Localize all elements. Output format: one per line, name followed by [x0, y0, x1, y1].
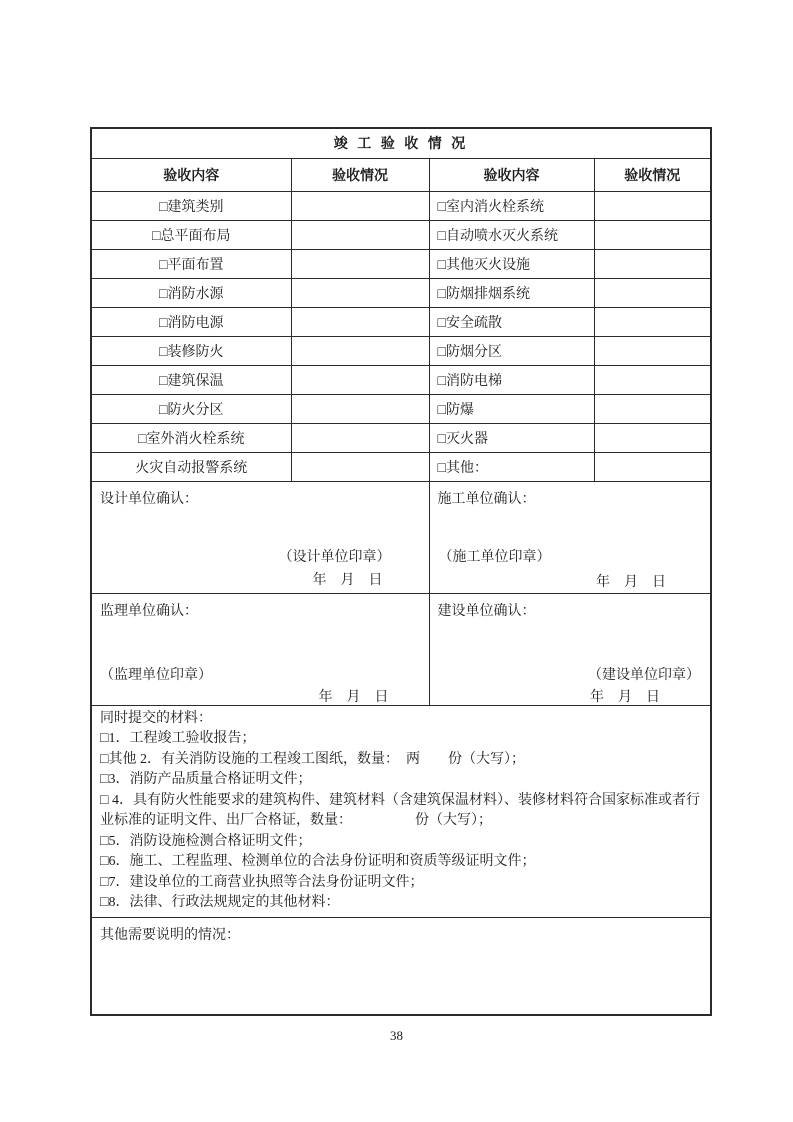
- material-item-8: □8．法律、行政法规规定的其他材料：: [100, 895, 340, 910]
- acceptance-item-left: □建筑类别: [91, 191, 291, 220]
- construction-unit-date-line: 年 月 日: [596, 574, 666, 590]
- acceptance-status-right: [594, 394, 711, 423]
- column-header-item-right: 验收内容: [429, 158, 594, 191]
- column-header-status-right: 验收情况: [594, 158, 711, 191]
- acceptance-status-right: [594, 365, 711, 394]
- supervision-unit-signature-cell: [91, 593, 429, 705]
- material-item-5: □5．消防设施检测合格证明文件；: [100, 833, 312, 849]
- table-row: [91, 394, 711, 423]
- acceptance-item-left: □室外消火栓系统: [91, 423, 291, 452]
- table-row: [91, 423, 711, 452]
- materials-heading: 同时提交的材料：: [100, 710, 212, 726]
- supervision-unit-seal-placeholder: （监理单位印章）: [100, 667, 212, 683]
- acceptance-item-left: □装修防火: [91, 336, 291, 365]
- acceptance-item-right: □灭火器: [429, 423, 594, 452]
- acceptance-item-left: □建筑保温: [91, 365, 291, 394]
- signature-row-top: [91, 481, 711, 593]
- table-row: [91, 336, 711, 365]
- material-item-7: □7．建设单位的工商营业执照等合法身份证明文件；: [100, 874, 424, 890]
- acceptance-item-left: □平面布置: [91, 249, 291, 278]
- acceptance-status-left: [291, 394, 429, 423]
- material-item-6: □6．施工、工程监理、检测单位的合法身份证明和资质等级证明文件；: [100, 854, 536, 869]
- acceptance-status-right: [594, 220, 711, 249]
- table-row: [91, 249, 711, 278]
- materials-row: [91, 705, 711, 917]
- acceptance-status-left: [291, 452, 429, 481]
- design-unit-signature-cell: [91, 481, 429, 593]
- table-row: [91, 452, 711, 481]
- design-unit-seal-placeholder: （设计单位印章）: [278, 549, 391, 565]
- acceptance-item-right: □安全疏散: [429, 307, 594, 336]
- owner-unit-signature-cell: [429, 593, 711, 705]
- acceptance-status-right: [594, 249, 711, 278]
- acceptance-item-right: □防烟排烟系统: [429, 278, 594, 307]
- acceptance-item-left: □消防电源: [91, 307, 291, 336]
- other-notes-section: [91, 917, 711, 1015]
- table-title: 竣 工 验 收 情 况: [91, 128, 711, 158]
- material-item-1: □1．工程竣工验收报告；: [100, 731, 256, 746]
- other-notes-heading: 其他需要说明的情况：: [100, 927, 240, 943]
- acceptance-status-right: [594, 336, 711, 365]
- acceptance-item-right: □其他灭火设施: [429, 249, 594, 278]
- acceptance-item-right: □防爆: [429, 394, 594, 423]
- table-header-row: [91, 158, 711, 191]
- other-notes-row: [91, 917, 711, 1015]
- acceptance-status-left: [291, 249, 429, 278]
- acceptance-item-right: □其他：: [429, 452, 594, 481]
- acceptance-status-right: [594, 423, 711, 452]
- acceptance-status-right: [594, 307, 711, 336]
- table-row: [91, 365, 711, 394]
- supervision-unit-label: 监理单位确认：: [100, 603, 198, 619]
- acceptance-status-right: [594, 278, 711, 307]
- design-unit-date-line: 年 月 日: [312, 572, 383, 588]
- material-item-3: □3．消防产品质量合格证明文件；: [100, 772, 312, 787]
- table-row: [91, 307, 711, 336]
- acceptance-item-left: □消防水源: [91, 278, 291, 307]
- design-unit-label: 设计单位确认：: [100, 491, 198, 507]
- owner-unit-date-line: 年 月 日: [590, 689, 660, 705]
- submitted-materials-section: [91, 705, 711, 917]
- acceptance-status-left: [291, 423, 429, 452]
- acceptance-status-left: [291, 278, 429, 307]
- owner-unit-label: 建设单位确认：: [437, 603, 536, 619]
- acceptance-status-left: [291, 220, 429, 249]
- acceptance-item-right: □防烟分区: [429, 336, 594, 365]
- acceptance-item-right: □消防电梯: [429, 365, 594, 394]
- signature-row-bottom: [91, 593, 711, 705]
- acceptance-status-left: [291, 191, 429, 220]
- construction-unit-label: 施工单位确认：: [437, 491, 536, 507]
- column-header-item-left: 验收内容: [91, 158, 291, 191]
- supervision-unit-date-line: 年 月 日: [318, 689, 389, 705]
- table-row: [91, 220, 711, 249]
- completion-acceptance-table: [90, 127, 712, 1016]
- table-title-row: [91, 128, 711, 158]
- acceptance-status-left: [291, 365, 429, 394]
- acceptance-status-left: [291, 336, 429, 365]
- table-row: [91, 278, 711, 307]
- acceptance-item-left: 火灾自动报警系统: [91, 452, 291, 481]
- page-number: 38: [390, 1028, 403, 1043]
- material-item-4: □ 4．具有防火性能要求的建筑构件、建筑材料（含建筑保温材料）、装修材料符合国家标准或者行业标准的证明文件、出厂合格证，数量： 份（大写）；: [100, 792, 700, 828]
- material-item-2: □其他 2．有关消防设施的工程竣工图纸，数量： 两 份（大写）；: [100, 751, 525, 767]
- owner-unit-seal-placeholder: （建设单位印章）: [588, 667, 700, 683]
- acceptance-status-left: [291, 307, 429, 336]
- construction-unit-signature-cell: [429, 481, 711, 593]
- acceptance-status-right: [594, 191, 711, 220]
- acceptance-status-right: [594, 452, 711, 481]
- acceptance-item-left: □防火分区: [91, 394, 291, 423]
- table-row: [91, 191, 711, 220]
- acceptance-item-right: □室内消火栓系统: [429, 191, 594, 220]
- column-header-status-left: 验收情况: [291, 158, 429, 191]
- construction-unit-seal-placeholder: （施工单位印章）: [438, 549, 551, 565]
- acceptance-item-right: □自动喷水灭火系统: [429, 220, 594, 249]
- acceptance-item-left: □总平面布局: [91, 220, 291, 249]
